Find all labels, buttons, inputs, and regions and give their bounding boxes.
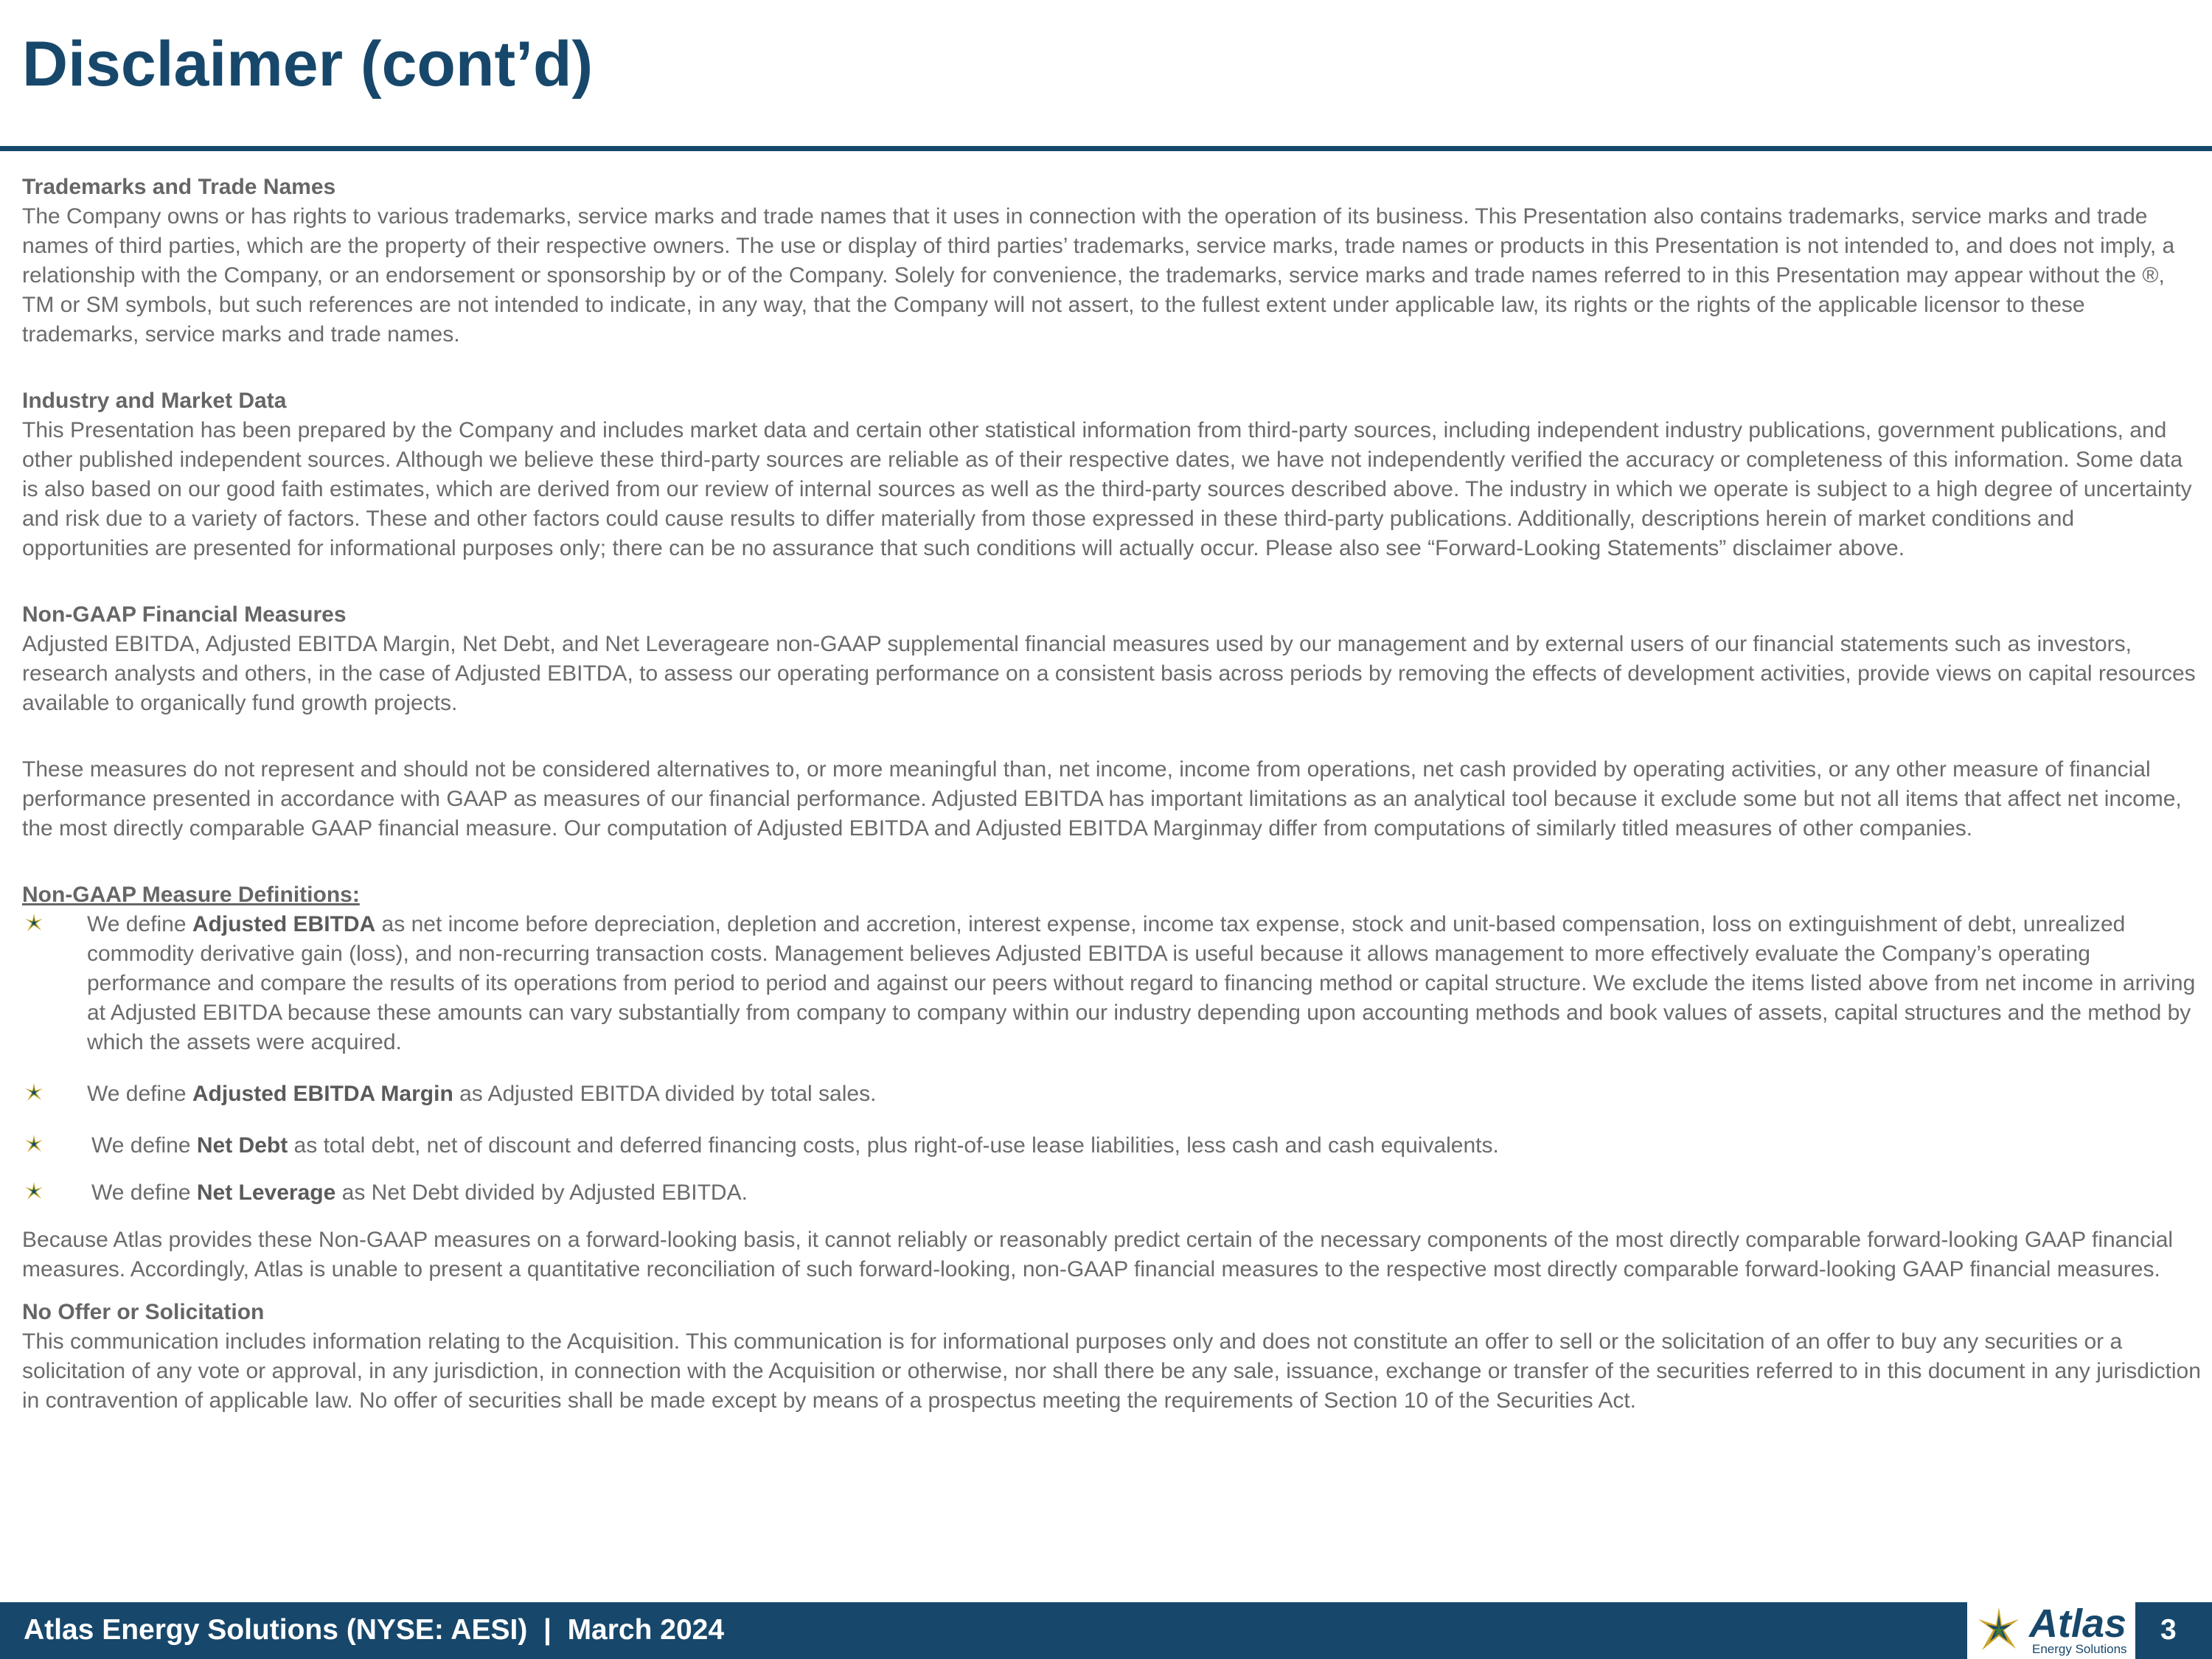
definition-term: Adjusted EBITDA: [192, 912, 376, 936]
non-gaap-limitations-text: These measures do not represent and should not be considered alternatives to, or more meaningful than, net income, income from operations, net cash provided by operating activities, or any other measure of financial performance presented in accordance with GAAP as measures of our financial performance. Adjusted EBITDA has important limitations as an analytical tool because it exclude some but not all items that affect net income, the most directly comparable GAAP financial measure. Our computation of Adjusted EBITDA and Adjusted EBITDA Marginmay differ from computations of similarly titled measures of other companies.: [22, 757, 2182, 841]
definition-text: as Adjusted EBITDA divided by total sales.: [453, 1082, 877, 1106]
definition-adjusted-ebitda-margin: [22, 1079, 2201, 1109]
market-data-section: [22, 386, 2201, 563]
atlas-star-bullet-icon: [24, 913, 44, 933]
title-divider: [0, 146, 2212, 151]
definition-term: Net Debt: [196, 1133, 288, 1158]
non-gaap-limitations-section: [22, 755, 2201, 844]
definition-net-debt: [22, 1131, 2201, 1161]
definition-adjusted-ebitda: [22, 910, 2201, 1057]
atlas-star-bullet-icon: [24, 1181, 44, 1202]
logo-wordmark: Atlas: [2029, 1601, 2127, 1646]
atlas-star-bullet-icon: [24, 1134, 44, 1155]
no-offer-heading: No Offer or Solicitation: [22, 1300, 265, 1324]
footer-company-date: Atlas Energy Solutions (NYSE: AESI) | March 2024: [24, 1614, 725, 1646]
definition-term: Adjusted EBITDA Margin: [192, 1082, 453, 1106]
market-data-heading: Industry and Market Data: [22, 389, 287, 413]
non-gaap-heading: Non-GAAP Financial Measures: [22, 602, 347, 627]
definition-text: as Net Debt divided by Adjusted EBITDA.: [335, 1180, 748, 1205]
page-title: Disclaimer (cont’d): [22, 29, 594, 100]
definition-prefix: We define: [91, 1180, 197, 1205]
no-offer-text: This communication includes information relating to the Acquisition. This communication is for informational purposes only and does not constitute an offer to sell or the solicitation of an offer to buy any securities or a solicitation of any vote or approval, in any jurisdiction, in connection with the Acquisition or otherwise, nor shall there be any sale, issuance, exchange or transfer of the securities referred to in this document in any jurisdiction in contravention of applicable law. No offer of securities shall be made except by means of a prospectus meeting the requirements of Section 10 of the Securities Act.: [22, 1329, 2201, 1413]
atlas-star-bullet-icon: [24, 1082, 44, 1103]
definitions-closing-text: Because Atlas provides these Non-GAAP measures on a forward-looking basis, it cannot reliably or reasonably predict certain of the necessary components of the most directly comparable forward-looking GAAP financial measures. Accordingly, Atlas is unable to present a quantitative reconciliation of such forward-looking, non-GAAP financial measures to the respective most directly comparable forward-looking GAAP financial measures.: [22, 1228, 2174, 1281]
definitions-heading: Non-GAAP Measure Definitions:: [22, 883, 360, 907]
trademarks-text: The Company owns or has rights to various trademarks, service marks and trade names that it uses in connection with the operation of its business. This Presentation also contains trademarks, service marks and trade names of third parties, which are the property of their respective owners. The use or display of third parties’ trademarks, service marks, trade names or products in this Presentation is not intended to, and does not imply, a relationship with the Company, or an endorsement or sponsorship by or of the Company. Solely for convenience, the trademarks, service marks and trade names referred to in this Presentation may appear without the ®, TM or SM symbols, but such references are not intended to indicate, in any way, that the Company will not assert, to the fullest extent under applicable law, its rights or the rights of the applicable licensor to these trademarks, service marks and trade names.: [22, 204, 2175, 347]
market-data-text: This Presentation has been prepared by the Company and includes market data and certain other statistical information from third-party sources, including independent industry publications, government publications, and other published independent sources. Although we believe these third-party sources are reliable as of their respective dates, we have not independently verified the accuracy or completeness of this information. Some data is also based on our good faith estimates, which are derived from our review of internal sources as well as the third-party sources described above. The industry in which we operate is subject to a high degree of uncertainty and risk due to a variety of factors. These and other factors could cause results to differ materially from those expressed in these third-party publications. Additionally, descriptions herein of market conditions and opportunities are presented for informational purposes only; there can be no assurance that such conditions will actually occur. Please also see “Forward-Looking Statements” disclaimer above.: [22, 418, 2192, 560]
non-gaap-text: Adjusted EBITDA, Adjusted EBITDA Margin, Net Debt, and Net Leverageare non-GAAP supplemental financial measures used by our management and by external users of our financial statements such as investors, research analysts and others, in the case of Adjusted EBITDA, to assess our operating performance on a consistent basis across periods by removing the effects of development activities, provide views on capital resources available to organically fund growth projects.: [22, 632, 2196, 715]
logo-subtitle: Energy Solutions: [2032, 1642, 2127, 1656]
definition-term: Net Leverage: [196, 1180, 336, 1205]
footer-bar: [0, 1602, 2212, 1659]
definition-prefix: We define: [87, 1082, 192, 1106]
definition-text: as total debt, net of discount and deferred financing costs, plus right-of-use lease liabilities, less cash and cash equivalents.: [288, 1133, 1499, 1158]
trademarks-heading: Trademarks and Trade Names: [22, 175, 336, 199]
page-number: 3: [2160, 1614, 2177, 1646]
non-gaap-section: [22, 600, 2201, 718]
trademarks-section: [22, 173, 2201, 349]
disclaimer-body: [22, 173, 2201, 1453]
definition-net-leverage: [22, 1178, 2201, 1208]
definition-prefix: We define: [91, 1133, 197, 1158]
atlas-star-logo-icon: [1975, 1606, 2023, 1655]
definition-text: as net income before depreciation, depletion and accretion, interest expense, income tax expense, stock and unit-based compensation, loss on extinguishment of debt, unrealized commodity derivative gain (loss), and non-recurring transaction costs. Management believes Adjusted EBITDA is useful because it allows management to more effectively evaluate the Company’s operating performance and compare the results of its operations from period to period and against our peers without regard to financing method or capital structure. We exclude the items listed above from net income in arriving at Adjusted EBITDA because these amounts can vary substantially from company to company within our industry depending upon accounting methods and book values of assets, capital structures and the method by which the assets were acquired.: [87, 912, 2196, 1054]
definitions-section: [22, 880, 2201, 1284]
no-offer-section: [22, 1298, 2201, 1416]
atlas-logo: [1967, 1602, 2135, 1659]
definition-prefix: We define: [87, 912, 192, 936]
